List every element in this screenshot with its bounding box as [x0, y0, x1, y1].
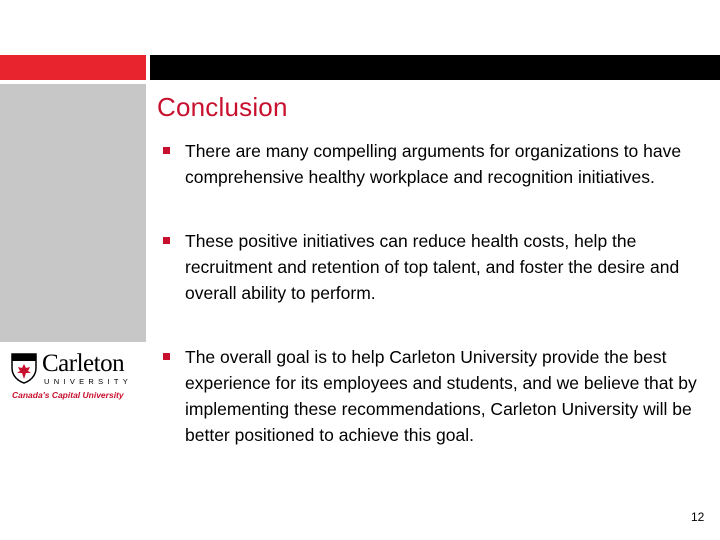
bullet-item-3 [163, 344, 698, 448]
bullet-item-2 [163, 228, 698, 306]
bullet-text-3: The overall goal is to help Carleton University provide the best experience for its employees and students, and we believe that by implementing these recommendations, Carleton University will be better positioned to achieve this goal. [185, 347, 697, 445]
square-bullet-icon [163, 237, 170, 244]
square-bullet-icon [163, 147, 170, 154]
slide-title: Conclusion [157, 92, 288, 122]
square-bullet-icon [163, 353, 170, 360]
logo-subtitle: UNIVERSITY [44, 377, 133, 386]
bullet-item-1 [163, 138, 698, 190]
logo-tagline: Canada's Capital University [12, 390, 124, 400]
header-black-bar [150, 55, 720, 80]
carleton-logo [8, 350, 138, 402]
crest-icon [10, 352, 38, 384]
header-red-bar [0, 55, 146, 80]
bullet-text-1: There are many compelling arguments for organizations to have comprehensive healthy workplace and recognition initiatives. [185, 141, 682, 187]
logo-name: Carleton [42, 350, 125, 377]
bullet-text-2: These positive initiatives can reduce health costs, help the recruitment and retention of top talent, and foster the desire and overall ability to perform. [185, 231, 680, 303]
bullet-list [163, 138, 698, 448]
page-number: 12 [691, 510, 705, 524]
side-gray-panel [0, 84, 146, 342]
